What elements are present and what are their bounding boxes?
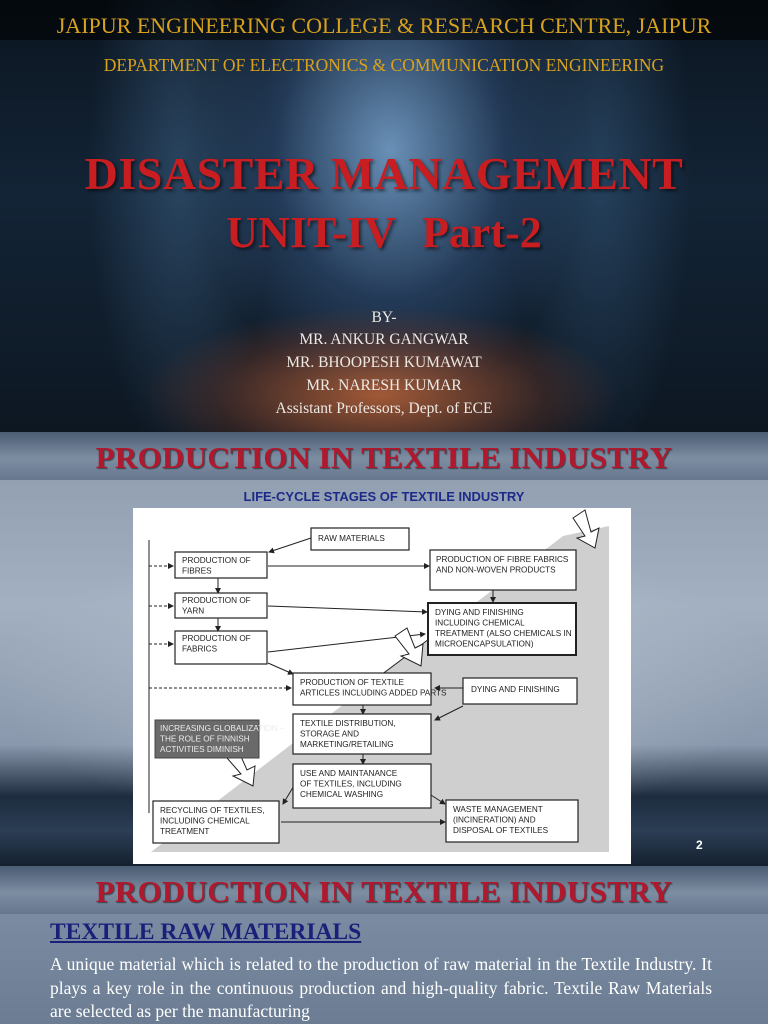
diagram-dying-finishing-line-1: DYING AND FINISHING bbox=[471, 685, 560, 694]
diagram-waste-management-line-2: (INCINERATION) AND bbox=[453, 815, 536, 825]
slide-heading: PRODUCTION IN TEXTILE INDUSTRY bbox=[95, 874, 673, 909]
diagram-use-maintenance-line-1: USE AND MAINTANANCE bbox=[300, 769, 398, 778]
body-paragraph: A unique material which is related to the production of raw material in the Textile Industry. It plays a key role in the continuous production and high-quality fabric. Textile Raw Materials are selected as per the manufacturing bbox=[50, 954, 712, 1021]
raw-materials-slide bbox=[0, 866, 768, 1024]
presentation-title: DISASTER MANAGEMENT bbox=[84, 148, 684, 199]
author-1: MR. ANKUR GANGWAR bbox=[299, 331, 469, 348]
diagram-production-fabrics-line-1: PRODUCTION OF bbox=[182, 634, 251, 643]
diagram-recycling-line-3: TREATMENT bbox=[160, 827, 210, 836]
diagram-fibre-fabrics-line-1: PRODUCTION OF FIBRE FABRICS bbox=[436, 555, 569, 564]
diagram-textile-articles-line-1: PRODUCTION OF TEXTILE bbox=[300, 678, 405, 687]
diagram-distribution-line-3: MARKETING/RETAILING bbox=[300, 740, 394, 749]
author-designation: Assistant Professors, Dept. of ECE bbox=[275, 400, 493, 417]
lifecycle-flowchart bbox=[133, 508, 631, 864]
by-label: BY- bbox=[371, 309, 397, 326]
diagram-fibre-fabrics-line-2: AND NON-WOVEN PRODUCTS bbox=[436, 565, 556, 575]
diagram-recycling-line-1: RECYCLING OF TEXTILES, bbox=[160, 806, 265, 815]
slide-heading: PRODUCTION IN TEXTILE INDUSTRY bbox=[95, 440, 673, 475]
diagram-production-fibres-line-2: FIBRES bbox=[182, 566, 212, 576]
diagram-distribution-line-1: TEXTILE DISTRIBUTION, bbox=[300, 719, 396, 728]
diagram-use-maintenance-line-3: CHEMICAL WASHING bbox=[300, 790, 384, 799]
diagram-dying-finishing-chemical-line-4: MICROENCAPSULATION) bbox=[435, 639, 534, 649]
lifecycle-diagram bbox=[133, 508, 631, 864]
diagram-waste-management-line-3: DISPOSAL OF TEXTILES bbox=[453, 826, 549, 835]
author-3: MR. NARESH KUMAR bbox=[306, 377, 462, 394]
presentation-unit: UNIT-IV Part-2 bbox=[226, 208, 542, 257]
diagram-production-yarn-line-2: YARN bbox=[182, 606, 205, 616]
diagram-globalization-note-line-3: ACTIVITIES DIMINISH bbox=[160, 745, 244, 754]
diagram-production-fibres-line-1: PRODUCTION OF bbox=[182, 556, 251, 565]
lifecycle-slide bbox=[0, 432, 768, 866]
diagram-dying-finishing-chemical-line-2: INCLUDING CHEMICAL bbox=[435, 618, 525, 628]
hollow-arrow-mid bbox=[395, 628, 423, 666]
institution-name: JAIPUR ENGINEERING COLLEGE & RESEARCH CENTRE, JAIPUR bbox=[56, 13, 712, 38]
diagram-dying-finishing-chemical-line-3: TREATMENT (ALSO CHEMICALS IN bbox=[435, 629, 572, 638]
page-number: 2 bbox=[696, 838, 703, 852]
diagram-raw-materials-line-1: RAW MATERIALS bbox=[318, 534, 385, 543]
diagram-title: LIFE-CYCLE STAGES OF TEXTILE INDUSTRY bbox=[243, 489, 525, 504]
section-subheading: TEXTILE RAW MATERIALS bbox=[50, 919, 362, 945]
author-2: MR. BHOOPESH KUMAWAT bbox=[286, 354, 482, 371]
diagram-production-yarn-line-1: PRODUCTION OF bbox=[182, 596, 251, 605]
diagram-globalization-note-line-2: THE ROLE OF FINNISH bbox=[160, 734, 250, 744]
diagram-production-fabrics-line-2: FABRICS bbox=[182, 644, 218, 654]
diagram-waste-management-line-1: WASTE MANAGEMENT bbox=[453, 805, 543, 814]
diagram-textile-articles-line-2: ARTICLES INCLUDING ADDED PARTS bbox=[300, 688, 447, 698]
title-slide bbox=[0, 0, 768, 432]
diagram-use-maintenance-line-2: OF TEXTILES, INCLUDING bbox=[300, 779, 402, 789]
diagram-globalization-note-line-1: INCREASING GLOBALIZATION – bbox=[160, 724, 285, 733]
diagram-distribution-line-2: STORAGE AND bbox=[300, 729, 359, 739]
diagram-dying-finishing-chemical-line-1: DYING AND FINISHING bbox=[435, 608, 524, 617]
department-name: DEPARTMENT OF ELECTRONICS & COMMUNICATION ENGINEERING bbox=[103, 55, 665, 75]
diagram-recycling-line-2: INCLUDING CHEMICAL bbox=[160, 816, 250, 826]
